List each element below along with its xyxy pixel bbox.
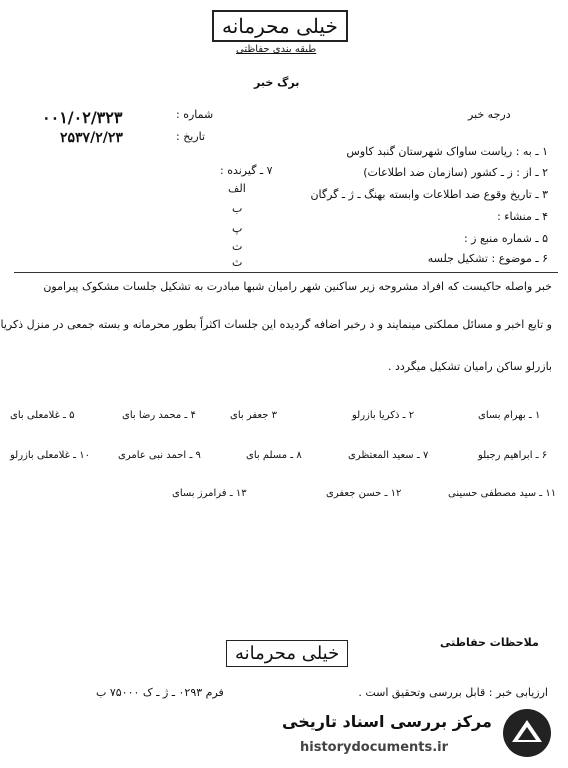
- body-line-1: خبر واصله حاکیست که افراد مشروحه زیر ساکنین شهر رامیان شبها مبادرت به تشکیل جلسات مشکوک پیرامون: [43, 280, 552, 293]
- field-source-number: ۵ ـ شماره منبع ز :: [463, 232, 548, 245]
- list-item: ۸ ـ مسلم بای: [246, 450, 302, 461]
- divider-line: [14, 272, 558, 273]
- list-item: ۵ ـ غلامعلی بای: [10, 410, 75, 421]
- list-item: ۱۰ ـ غلامعلی بازرلو: [10, 450, 90, 461]
- archive-center-name: مرکز بررسی اسناد تاریخی: [282, 712, 492, 731]
- number-label: شماره :: [176, 108, 214, 121]
- list-item: ۶ ـ ابراهیم رجبلو: [478, 450, 548, 461]
- document-date: ۲۵۳۷/۲/۲۳: [60, 130, 123, 146]
- recipients-label: ۷ ـ گیرنده :: [220, 164, 273, 177]
- degree-label: درجه خبر: [468, 108, 511, 121]
- list-item: ۴ ـ محمد رضا بای: [122, 410, 196, 421]
- list-item: ۹ ـ احمد نبی عامری: [118, 450, 201, 461]
- list-item: ۱۱ ـ سید مصطفی حسینی: [448, 488, 557, 499]
- list-item: ۲ ـ ذکریا بازرلو: [352, 410, 415, 421]
- body-line-2: و تایع اخبر و مسائل مملکتی مینمایند و د رخبر اضافه گردیده این جلسات اکثراً بطور محرمانه و بسته جمعی در منزل ذکریا: [0, 318, 552, 331]
- list-item: ۷ ـ سعید المعتظری: [348, 450, 429, 461]
- recipient-letter-b: ب: [232, 202, 243, 215]
- evaluation-text: ارزیابی خبر : قابل بررسی وتحقیق است .: [358, 686, 548, 699]
- recipient-letter-a: الف: [228, 182, 246, 195]
- classification-stamp-bottom: خیلی محرمانه: [226, 640, 348, 667]
- list-item: ۱۲ ـ حسن جعفری: [326, 488, 402, 499]
- field-date-place: ۳ ـ تاریخ وقوع ضد اطلاعات وابسته بهنگ ـ ژ ـ گرگان: [310, 188, 548, 201]
- classification-stamp-top: خیلی محرمانه: [212, 10, 348, 42]
- field-subject: ۶ ـ موضوع : تشکیل جلسه: [427, 252, 548, 265]
- list-item: ۱۳ ـ فرامرز بسای: [172, 488, 247, 499]
- archive-url: historydocuments.ir: [300, 740, 449, 755]
- body-line-3: بازرلو ساکن رامیان تشکیل میگردد .: [388, 360, 552, 373]
- form-title: برگ خبر: [254, 76, 300, 89]
- form-code: فرم ۰۲۹۳ ـ ژ ـ ک ۷۵۰۰۰ ب: [96, 686, 224, 699]
- classification-subtitle: طبقه بندی حفاظتی: [236, 44, 317, 55]
- recipient-letter-p: پ: [232, 222, 243, 235]
- document-number: ۰۰۱/۰۲/۳۲۳: [42, 108, 123, 127]
- recipient-letter-s: ث: [232, 256, 243, 269]
- archive-logo-icon: [500, 706, 554, 760]
- date-label: تاریخ :: [176, 130, 206, 143]
- field-to: ۱ ـ به : ریاست ساواک شهرستان گنبد کاوس: [346, 145, 548, 158]
- field-from: ۲ ـ از : ز ـ کشور (سازمان ضد اطلاعات): [363, 166, 548, 179]
- list-item: ۳ جعفر بای: [230, 410, 277, 421]
- field-source: ۴ ـ منشاء :: [497, 210, 548, 223]
- recipient-letter-t: ت: [232, 240, 243, 253]
- list-item: ۱ ـ بهرام بسای: [478, 410, 541, 421]
- protective-notes-label: ملاحظات حفاظتی: [440, 636, 539, 649]
